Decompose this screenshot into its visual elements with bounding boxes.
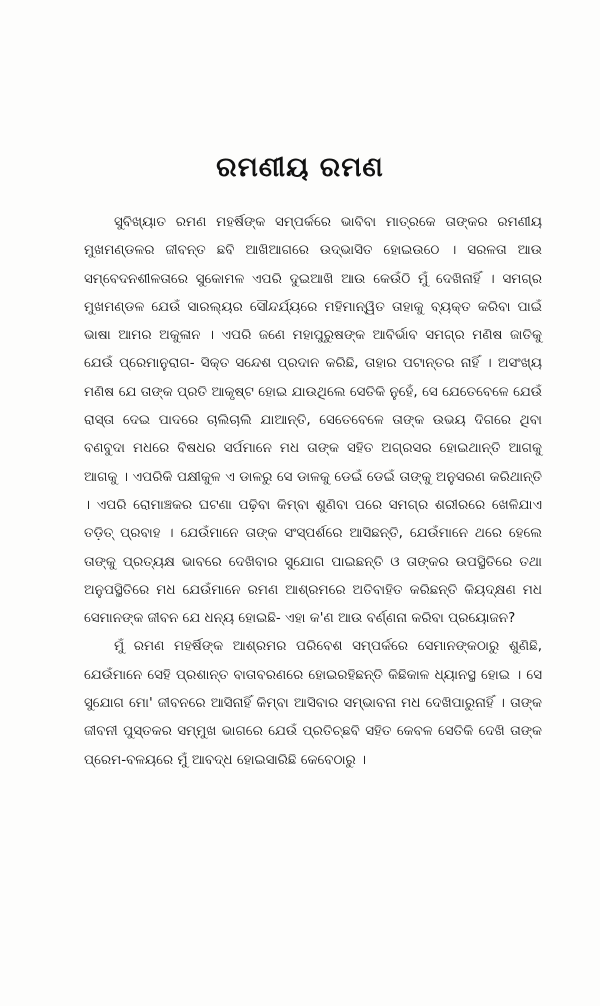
paragraph-1: ସୁବିଖ୍ୟାତ ରମଣ ମହର୍ଷିଙ୍କ ସମ୍ପର୍କରେ ଭାବିବା ମାତ୍ରକେ ତାଙ୍କର ରମଣୀୟ ମୁଖମଣ୍ଡଳର ଜୀବନ୍ତ ଛବି ଆଖିଆଗରେ ଉଦ୍ଭାସିତ ହୋଇଉଠେ । ସରଳତା ଆଉ ସମ୍ବେଦନଶୀଳତାରେ ସୁକୋମଳ ଏପରି ଦୁଇଆଖି ଆଉ କେଉଁଠି ମୁଁ ଦେଖିନାହିଁ । ସମଗ୍ର ମୁଖମଣ୍ଡଳ ଯେଉଁ ସାରଲ୍ୟର ସୌନ୍ଦର୍ଯ୍ୟରେ ମହିମାନ୍ୱିତ ତାହାକୁ ବ୍ୟକ୍ତ କରିବା ପାଇଁ ଭାଷା ଆମର ଅକୁଳାନ । ଏପରି ଜଣେ ମହାପୁରୁଷଙ୍କ ଆବିର୍ଭାବ ସମଗ୍ର ମଣିଷ ଜାତିକୁ ଯେଉଁ ପ୍ରେମାନୁରାଗ- ସିକ୍ତ ସନ୍ଦେଶ ପ୍ରଦାନ କରିଛି, ତାହାର ପଟାନ୍ତର ନାହିଁ । ଅସଂଖ୍ୟ ମଣିଷ ଯେ ତାଙ୍କ ପ୍ରତି ଆକୃଷ୍ଟ ହୋଇ ଯାଉଥିଲେ ସେତିକି ନୁହେଁ, ସେ ଯେତେବେଳେ ଯେଉଁ ରାସ୍ତା ଦେଇ ପାଦରେ ଚାଲିଚାଲି ଯାଆନ୍ତି, ସେତେବେଳେ ତାଙ୍କ ଉଭୟ ଦିଗରେ ଥିବା ବଣବୁଦା ମଧରେ ବିଷଧର ସର୍ପମାନେ ମଧ ତାଙ୍କ ସହିତ ଅଗ୍ରସର ହୋଇଥାନ୍ତି ଆଗକୁ ଆଗକୁ । ଏପରିକି ପକ୍ଷୀକୁଳ ଏ ଡାଳରୁ ସେ ଡାଳକୁ ଡେଇଁ ଡେଇଁ ତାଙ୍କୁ ଅନୁସରଣ କରିଥାନ୍ତି । ଏପରି ରୋମାଞ୍ଚକର ଘଟଣା ପଢ଼ିବା କିମ୍ବା ଶୁଣିବା ପରେ ସମଗ୍ର ଶରୀରରେ ଖେଳିଯାଏ ତଡ଼ିତ୍ ପ୍ରବାହ । ଯେଉଁମାନେ ତାଙ୍କ ସଂସ୍ପର୍ଶରେ ଆସିଛନ୍ତି, ଯେଉଁମାନେ ଥରେ ହେଲେ ତାଙ୍କୁ ପ୍ରତ୍ୟକ୍ଷ ଭାବରେ ଦେଖିବାର ସୁଯୋଗ ପାଇଛନ୍ତି ଓ ତାଙ୍କର ଉପସ୍ଥିତିରେ ତଥା ଅନୁପସ୍ଥିତିରେ ମଧ ଯେଉଁମାନେ ରମଣ ଆଶ୍ରମରେ ଅତିବାହିତ କରିଛନ୍ତି କିୟଦ୍‌କ୍ଷଣ ମଧ ସେମାନଙ୍କ ଜୀବନ ଯେ ଧନ୍ୟ ହୋଇଛି- ଏହା କ'ଣ ଆଉ ବର୍ଣ୍ଣନା କରିବା ପ୍ରୟୋଜନ? xyxy=(84,214,542,627)
page-title: ରମଣୀୟ ରମଣ xyxy=(216,152,384,183)
paragraph-2: ମୁଁ ରମଣ ମହର୍ଷିଙ୍କ ଆଶ୍ରମର ପରିବେଶ ସମ୍ପର୍କରେ ସେମାନଙ୍କଠାରୁ ଶୁଣିଛି, ଯେଉଁମାନେ ସେହି ପ୍ରଶାନ୍ତ ବାତାବରଣରେ ହୋଇରହିଛନ୍ତି କିଛିକାଳ ଧ୍ୟାନସ୍ଥ ହୋଇ । ସେ ସୁଯୋଗ ମୋ' ଜୀବନରେ ଆସିନାହିଁ କିମ୍ବା ଆସିବାର ସମ୍ଭାବନା ମଧ ଦେଖିପାରୁନାହିଁ । ତାଙ୍କ ଜୀବନୀ ପୁସ୍ତକର ସମ୍ମୁଖ ଭାଗରେ ଯେଉଁ ପ୍ରତିଚ୍ଛବି ସହିତ କେବଳ ସେତିକି ଦେଖି ତାଙ୍କ ପ୍ରେମ-ବଳୟରେ ମୁଁ ଆବଦ୍ଧ ହୋଇସାରିଛି କେବେଠାରୁ । xyxy=(84,638,542,768)
body-text xyxy=(84,208,542,774)
